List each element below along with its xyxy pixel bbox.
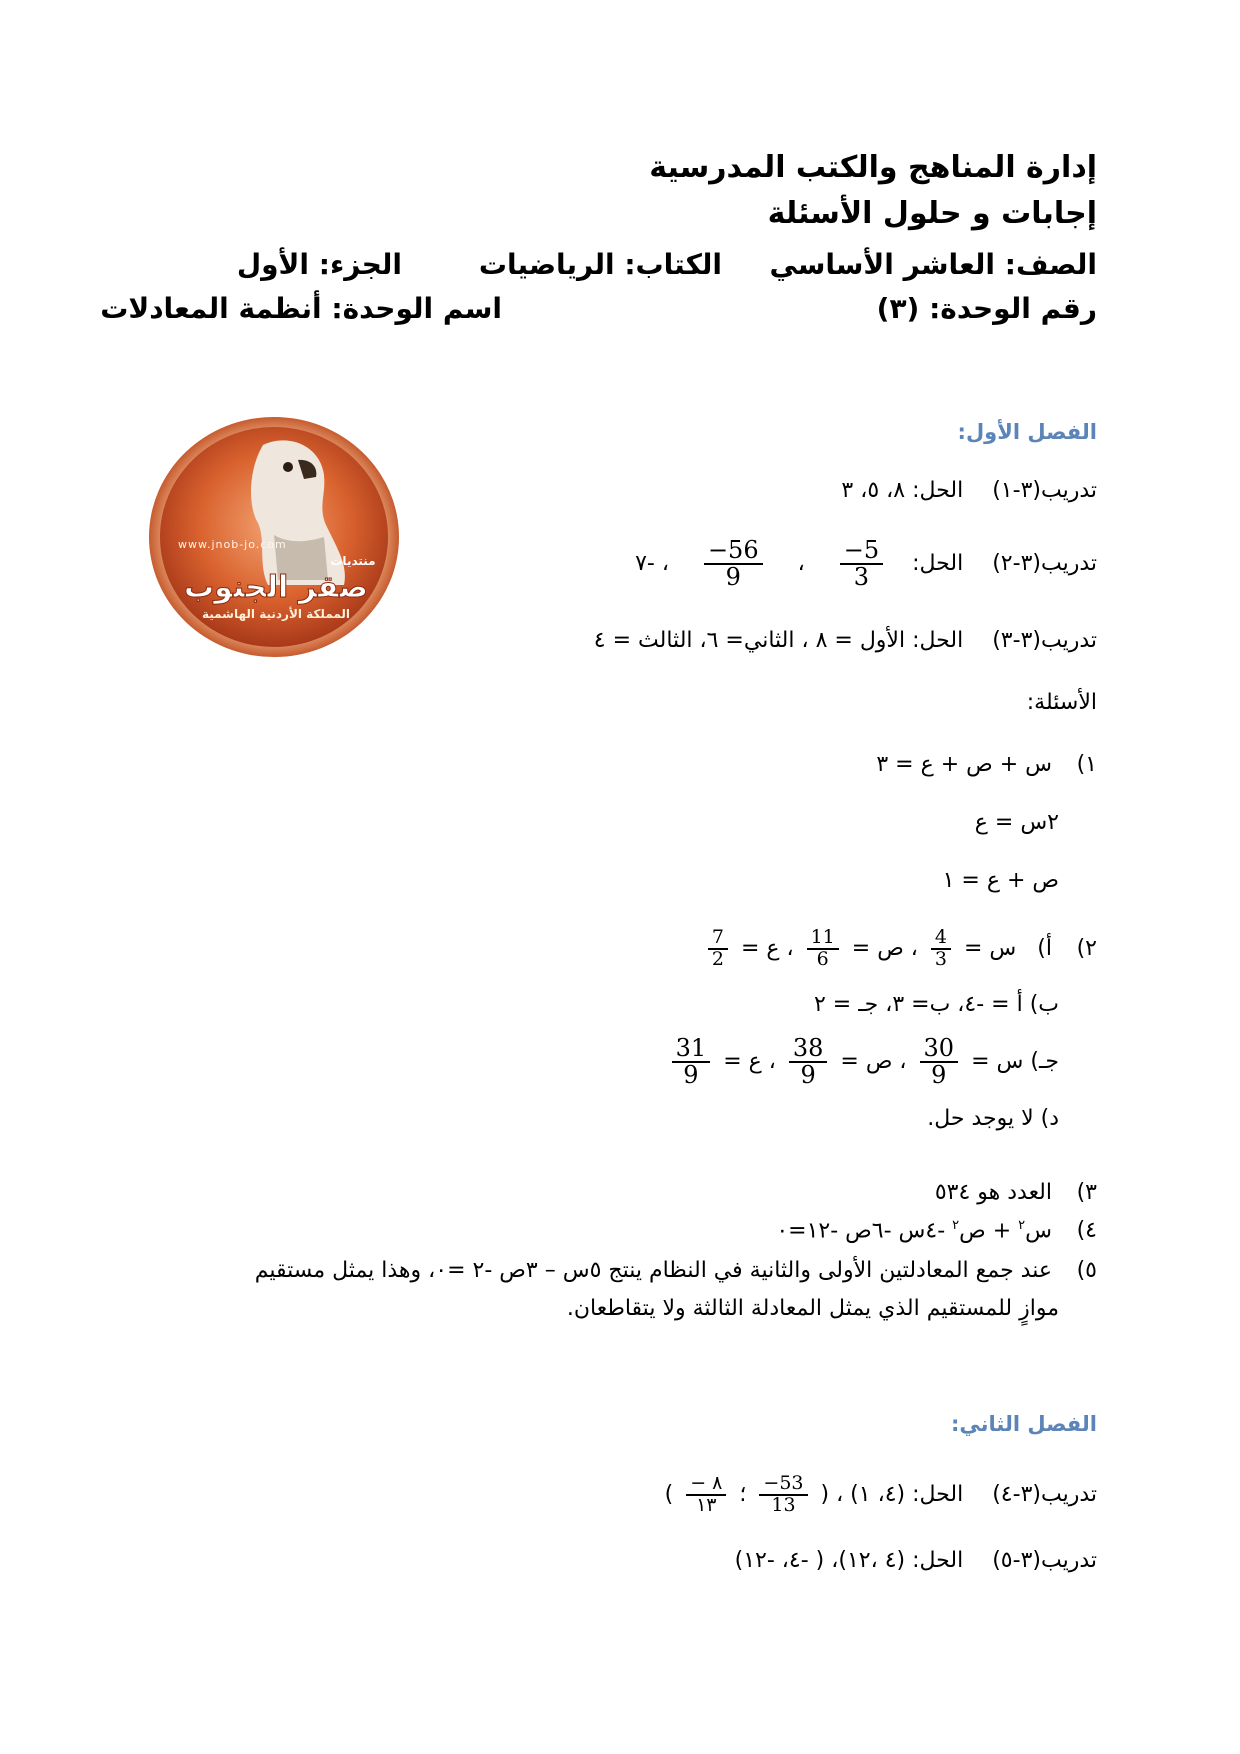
fraction-4-3: $\frac{4}{3}$ [931, 928, 951, 970]
unit-name-value: أنظمة المعادلات [100, 292, 322, 325]
grade-field [770, 248, 1098, 281]
exercise-3-1-label: تدريب(٣-١) [992, 478, 1097, 503]
unit-name-label: اسم الوحدة: [331, 292, 502, 325]
unit-name-field [100, 292, 502, 325]
exercise-3-1 [841, 478, 1097, 503]
question-4-sup-y: ٢ [952, 1218, 960, 1233]
exercise-3-2-last: ، -٧ [635, 551, 669, 577]
question-2a-y-label: ، ص = [851, 935, 918, 961]
question-1-eq-1: س + ص + ع = ٣ [876, 752, 1052, 777]
header-info-row [150, 248, 1097, 288]
section-1-title: الفصل الأول: [957, 420, 1097, 444]
question-2c-y-label: ، ص = [840, 1049, 907, 1075]
question-1-eq-3: ص + ع = ١ [942, 868, 1059, 893]
exercise-3-2-solution-label: الحل: [912, 551, 964, 577]
question-2a-label: أ) [1037, 935, 1052, 961]
exercise-3-4: تدريب(٣-٤) الحل: (٤، ١) ، ( $\frac{53-}{13}$ ؛ $\frac{٨ -}{١٣}$ ) [664, 1472, 1097, 1516]
question-5 [255, 1258, 1097, 1283]
question-5-line-2: موازٍ للمستقيم الذي يمثل المعادلة الثالثة ولا يتقاطعان. [566, 1296, 1059, 1321]
exercise-3-4-label: تدريب(٣-٤) [992, 1481, 1097, 1507]
question-4-number: ٤) [1076, 1218, 1097, 1244]
logo-site: www.jnob-jo.com [178, 538, 287, 551]
question-2c-x-label: س = [971, 1049, 1024, 1075]
questions-title: الأسئلة: [1026, 690, 1097, 715]
question-2a-x-label: س = [964, 935, 1017, 961]
logo-caption: المملكة الأردنية الهاشمية [201, 607, 351, 621]
book-field [479, 248, 722, 281]
book-label: الكتاب: [624, 248, 722, 281]
question-4 [776, 1218, 1097, 1243]
fraction-30-9: $\frac{30}{9}$ [920, 1036, 959, 1088]
fraction-7-2: $\frac{7}{2}$ [708, 928, 728, 970]
exercise-3-1-solution: الحل: ٨، ٥، ٣ [841, 478, 964, 503]
part-label: الجزء: [318, 248, 402, 281]
question-4-sup-x: ٢ [1018, 1218, 1026, 1233]
grade-label: الصف: [1004, 248, 1097, 281]
exercise-3-2-label: تدريب(٣-٢) [992, 551, 1097, 577]
exercise-3-4-solution: الحل: (٤، ١) ، ( [820, 1481, 964, 1507]
unit-number-label: رقم الوحدة: [929, 292, 1097, 325]
section-2-title: الفصل الثاني: [950, 1412, 1097, 1436]
forum-logo [148, 415, 400, 660]
book-value: الرياضيات [478, 248, 615, 281]
question-3-number: ٣) [1076, 1180, 1097, 1205]
question-3-answer: العدد هو ٥٣٤ [934, 1180, 1052, 1205]
exercise-3-3-solution: الحل: الأول = ٨ ، الثاني= ٦، الثالث = ٤ [593, 628, 964, 653]
fraction-neg-8-13: $\frac{٨ -}{١٣}$ [686, 1474, 726, 1516]
question-2c-label: جـ) [1030, 1049, 1059, 1075]
exercise-3-3 [594, 628, 1097, 653]
exercise-3-5 [735, 1548, 1097, 1573]
fraction-11-6: $\frac{11}{6}$ [807, 928, 839, 970]
question-2a-z-label: ، ع = [740, 935, 794, 961]
grade-value: العاشر الأساسي [769, 248, 995, 281]
exercise-3-2: تدريب(٣-٢) الحل: $\frac{5-}{3}$ ، $\frac{56-}{9}$ ، -٧ [635, 536, 1097, 592]
unit-number-value: (٣) [876, 292, 920, 325]
question-2b: ب) أ = -٤، ب= ٣، جـ = ٢ [813, 992, 1059, 1017]
fraction-31-9: $\frac{31}{9}$ [672, 1036, 711, 1088]
question-1-eq-2: ٢س = ع [974, 810, 1059, 835]
fraction-neg-5-3: $\frac{5-}{3}$ [840, 538, 883, 590]
exercise-3-5-solution: الحل: (٤ ،١٢)، ( -٤، -١٢) [734, 1548, 964, 1573]
org-title: إدارة المناهج والكتب المدرسية [649, 150, 1097, 185]
exercise-3-5-label: تدريب(٣-٥) [992, 1548, 1097, 1573]
question-1 [876, 752, 1097, 777]
doc-subtitle: إجابات و حلول الأسئلة [767, 196, 1097, 231]
part-field [237, 248, 402, 281]
logo-badge: منتديات [330, 554, 376, 568]
question-4-rest: -٤س -٦ص -١٢=٠ [776, 1218, 953, 1244]
question-4-term-x: س [1025, 1218, 1052, 1244]
question-1-number: ١) [1076, 752, 1097, 777]
part-value: الأول [236, 248, 310, 281]
question-2c [666, 1036, 1059, 1088]
question-3 [935, 1180, 1097, 1205]
question-2a [702, 928, 1097, 970]
question-4-term-y: + ص [959, 1218, 1019, 1244]
exercise-3-4-close: ) [664, 1481, 674, 1507]
question-2d: د) لا يوجد حل. [927, 1106, 1059, 1131]
exercise-3-3-label: تدريب(٣-٣) [992, 628, 1097, 653]
question-5-line-1: عند جمع المعادلتين الأولى والثانية في النظام ينتج ٥س – ٣ص -٢ =٠، وهذا يمثل مستقيم [254, 1258, 1052, 1283]
fraction-38-9: $\frac{38}{9}$ [789, 1036, 828, 1088]
header-unit-row [100, 292, 1097, 332]
unit-number-field [877, 292, 1097, 325]
question-5-number: ٥) [1076, 1258, 1097, 1283]
fraction-neg-53-13: $\frac{53-}{13}$ [759, 1474, 807, 1516]
logo-title: صقر الجنوب [183, 570, 369, 605]
question-2-number: ٢) [1076, 935, 1097, 961]
question-2c-z-label: ، ع = [723, 1049, 776, 1075]
fraction-neg-56-9: $\frac{56-}{9}$ [704, 538, 763, 590]
